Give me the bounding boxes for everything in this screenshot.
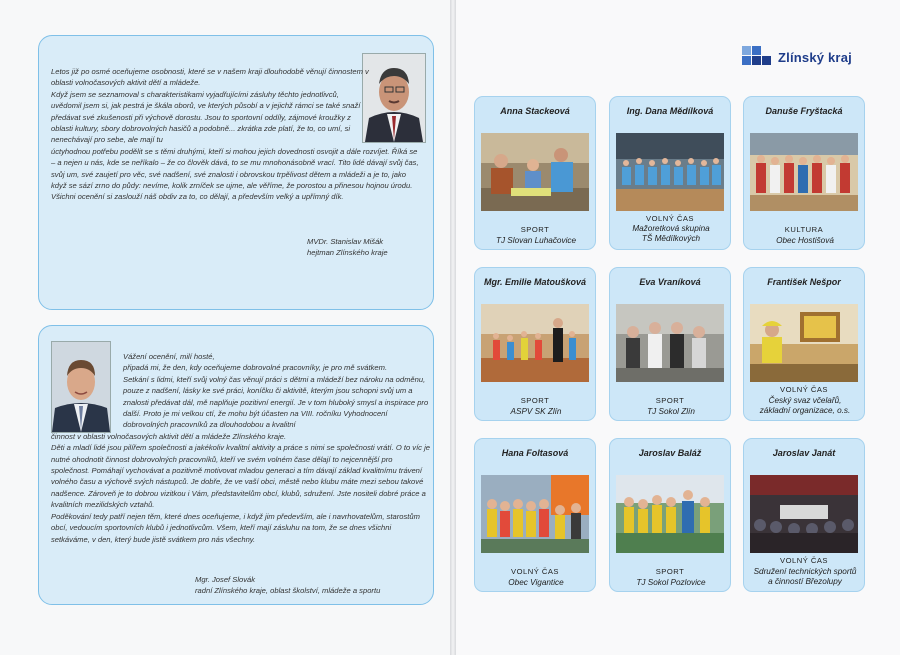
- letter-paragraph: Setkání s lidmi, kteří svůj volný čas věnují práci s dětmi a mládeží bez nároku na odměnu, pouze z nadšení, lásky ke své práci, koníčku či aktivitě, kterým jsou schopni svůj um a znalosti předávat dál, mě naplňuje pozitivní energií. Je v tom hluboký smysl a inspirace pro další. Proto je mi velkou ctí, že mohu být účasten na VIII. ročníku Vyhodnocení dobrovolných pracovníků za dlouhodobou a kvalitní: [123, 374, 429, 430]
- letter-paragraph: Poděkování tedy patří nejen těm, které dnes oceňujeme, i když jim především, ale i navrhovatelům, starostům obcí, vedoucím sportovních klubů i jednotlivcům. Všem, kteří mají zásluhu na tom, že se dnes všichni setkáváme, v den, který bude jistě svátkem pro nás všechny.: [51, 511, 420, 544]
- award-organization: Obec Vigantice: [508, 578, 564, 587]
- award-card: [474, 438, 596, 592]
- award-card: [743, 267, 865, 421]
- award-photo: [750, 475, 858, 553]
- award-organization: TJ Slovan Luhačovice: [495, 236, 577, 245]
- award-category: VOLNÝ ČAS: [780, 556, 828, 565]
- letter-hejtman: [38, 35, 434, 310]
- letter-paragraph: Všichni ocenění si zaslouží náš obdiv za to, co dělají, a především velký a upřímný dík.: [51, 192, 344, 202]
- award-card: [474, 96, 596, 250]
- award-card: [609, 96, 731, 250]
- awardee-name: František Nešpor: [767, 277, 841, 287]
- portrait-photo-hejtman: [362, 53, 426, 143]
- letter-paragraph: Vážení ocenění, milí hosté,: [123, 352, 215, 361]
- award-card: [743, 96, 865, 250]
- award-photo: [616, 304, 724, 382]
- signature-radni: [195, 574, 380, 597]
- signature-hejtman: [307, 236, 388, 259]
- signature-role: radní Zlínského kraje, oblast školství, mládeže a sportu: [195, 586, 381, 596]
- letter-paragraph: Když jsem se seznamoval s charakteristikami vyjadřujícími zásluhy těchto jednotlivců, uvědomil jsem si, jak pestrá je škála oborů, ve kterých působí a v jejichž rámci se také snaží předávat své zkušenosti při výchově dorostu. Jsou to sportovní oddíly, zájmové kroužky z oblasti kultury, sbory dobrovolných hasičů a podobně... zkrátka zde platí, že to, co umí, si nenechávají pro sebe, ale mají tu: [51, 89, 361, 145]
- awardee-name: Danuše Fryštacká: [765, 106, 843, 116]
- award-card: [474, 267, 596, 421]
- award-photo: [481, 304, 589, 382]
- letter-paragraph: činnost v oblasti volnočasových aktivit dětí a mládeže Zlínského kraje.: [51, 431, 287, 441]
- award-photo: [481, 475, 589, 553]
- signature-name: Mgr. Josef Slovák: [195, 575, 256, 584]
- award-organization-line: základní organizace, o.s.: [759, 406, 851, 415]
- award-category: KULTURA: [784, 225, 824, 234]
- award-organization-line: Sdružení technických sportů: [753, 567, 857, 576]
- award-organization-line: TŠ Mědílkových: [641, 234, 701, 243]
- page-fold: [450, 0, 456, 655]
- logo-text: Zlínský kraj: [778, 49, 852, 65]
- award-category: VOLNÝ ČAS: [780, 385, 828, 394]
- award-organization: Obec Hostišová: [776, 236, 834, 245]
- award-organization-line: Český svaz včelařů,: [768, 396, 842, 405]
- award-category: SPORT: [520, 225, 550, 234]
- awardee-name: Jaroslav Baláž: [638, 448, 702, 458]
- award-photo: [616, 475, 724, 553]
- logo-squares-icon: [742, 46, 772, 68]
- awardee-name: Mgr. Emilie Matoušková: [483, 277, 587, 287]
- award-organization: TJ Sokol Zlín: [647, 407, 695, 416]
- award-organization: TJ Sokol Pozlovice: [636, 578, 706, 587]
- award-organization-line: Mažoretková skupina: [632, 224, 710, 233]
- award-photo: [750, 304, 858, 382]
- award-organization: ASPV SK Zlín: [510, 407, 562, 416]
- letter-paragraph: Děti a mladí lidé jsou pilířem společnosti a jakékoliv kvalitní aktivity a práce s nimi se společnosti vrátí. O to víc je nutné ohodnotit činnost dobrovolných pracovníků, kteří ve svém volném čase dělají to nejcennější pro společnost. Pomáhají vychovávat a pozitivně motivovat mladou generaci a tím dávají základ kvalitnímu trávení volného času a výchově svých nástupců. Je dobře, že ve vaší obci, městě nebo klubu máte mezi sebou takové nadšence. Zároveň je to dobrou vizitkou i Vám, představitelům obcí, klubů, sdružení. Jste nositeli dobré práce a kvalitních mezilidských vztahů.: [51, 443, 430, 510]
- letter-radni: [38, 325, 434, 605]
- letter-hejtman-body: [51, 66, 419, 203]
- award-card: [609, 438, 731, 592]
- award-organization: [612, 224, 730, 244]
- awardee-name: Jaroslav Janát: [772, 448, 836, 458]
- awardee-name: Anna Stackeová: [500, 106, 570, 116]
- awardee-name: Hana Foltasová: [501, 448, 569, 458]
- award-category: SPORT: [520, 396, 550, 405]
- signature-name: MVDr. Stanislav Mišák: [307, 237, 384, 246]
- award-photo: [616, 133, 724, 211]
- letter-paragraph: připadá mi, že den, kdy oceňujeme dobrovolné pracovníky, je pro mě svátkem.: [123, 363, 388, 373]
- letter-radni-body: [51, 351, 431, 545]
- award-organization-line: a činností Březolupy: [768, 577, 842, 586]
- awardee-name: Ing. Dana Mědílková: [626, 106, 714, 116]
- letter-paragraph: Letos již po osmé oceňujeme osobnosti, které se v našem kraji dlouhodobě věnují činnostem v oblasti volnočasových aktivit dětí a mládeže.: [51, 67, 369, 88]
- award-category: SPORT: [655, 396, 685, 405]
- award-photo: [750, 133, 858, 211]
- award-photo: [481, 133, 589, 211]
- award-card: [609, 267, 731, 421]
- zlinsky-kraj-logo: [742, 46, 852, 68]
- award-category: SPORT: [655, 567, 685, 576]
- award-organization: [746, 567, 864, 587]
- awardee-name: Eva Vraníková: [639, 277, 701, 287]
- award-card: [743, 438, 865, 592]
- letter-paragraph: úctyhodnou potřebu podělit se s těmi druhými, kteří si mohou jejich dovednosti osvojit a dále rozvíjet. Říká se – a nejen u nás, kde se neříkalo – že co člověk dává, to se mu mnohonásobně vrací. Tito lidé dávají svůj čas, svůj um, své zaujetí pro věc, své nadšení, své znalosti i obrovskou trpělivost dětem a mládeži a je to, jako když se sází zrno do půdy: nevíme, kolik zrníček se ujme, ale věříme, že porostou a přinesou hojnou úrodu.: [51, 146, 419, 191]
- signature-role: hejtman Zlínského kraje: [307, 248, 388, 258]
- award-category: VOLNÝ ČAS: [646, 214, 694, 223]
- award-organization: [746, 396, 864, 416]
- award-category: VOLNÝ ČAS: [511, 567, 559, 576]
